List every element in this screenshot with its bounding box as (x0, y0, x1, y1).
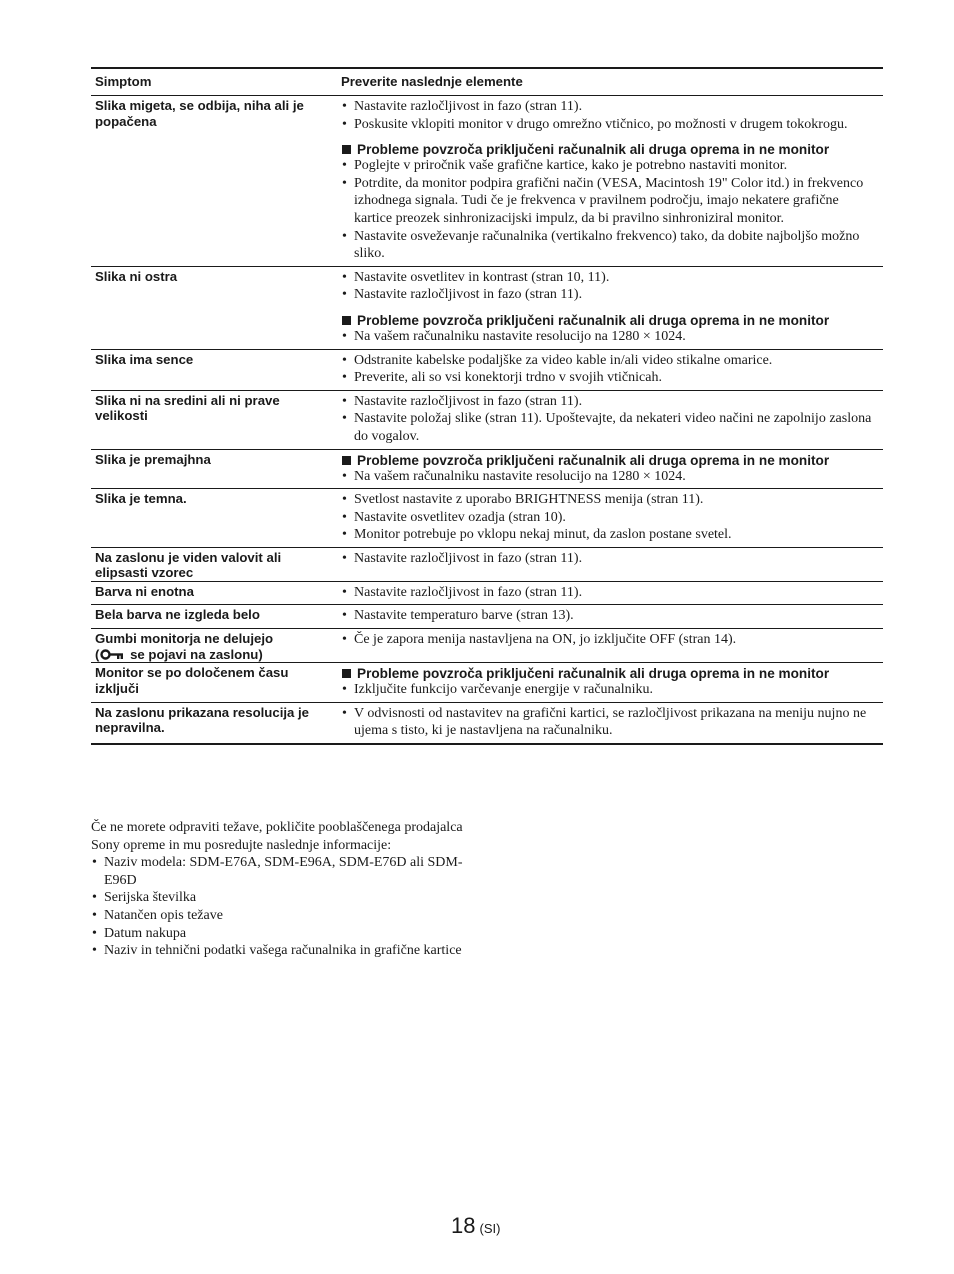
list-item: • Naziv modela: SDM-E76A, SDM-E96A, SDM-E76D ali SDM-E96D (91, 854, 491, 889)
table-row (91, 662, 883, 702)
check-cell (341, 450, 883, 489)
square-bullet-icon (342, 456, 351, 465)
table-row (91, 349, 883, 390)
table-row (91, 547, 883, 581)
list-item: • Naziv in tehnični podatki vašega računalnika in grafične kartice (91, 942, 491, 960)
list-item: • V odvisnosti od nastavitev na grafični kartici, se razločljivost prikazana na meniju nujno ne ujema s tisto, ki je nastavljena na računalniku. (341, 705, 879, 740)
list-item: • Datum nakupa (91, 925, 491, 943)
bullet-list (341, 584, 879, 602)
list-item: • Odstranite kabelske podaljške za video kable in/ali video stikalne omarice. (341, 352, 879, 370)
contact-list (91, 854, 491, 960)
list-item: • Nastavite osveževanje računalnika (vertikalno frekvenco) tako, da dobite najboljšo možno sliko. (341, 228, 879, 263)
list-item: • Nastavite razločljivost in fazo (stran 11). (341, 286, 879, 304)
check-cell (341, 663, 883, 702)
check-cell (341, 605, 883, 628)
bullet-list (341, 681, 879, 699)
list-item: • Preverite, ali so vsi konektorji trdno v svojih vtičnicah. (341, 369, 879, 387)
list-item: • Nastavite razločljivost in fazo (stran 11). (341, 550, 879, 568)
header-symptom: Simptom (95, 74, 152, 89)
bullet-list (341, 705, 879, 740)
bullet-list (341, 352, 879, 387)
symptom-cell: Monitor se po določenem času izključi (95, 665, 289, 696)
bullet-list (341, 607, 879, 625)
list-item: • Nastavite razločljivost in fazo (stran 11). (341, 98, 879, 116)
computer-problem-heading: Probleme povzroča priključeni računalnik ali druga oprema in ne monitor (341, 666, 879, 681)
check-cell (341, 489, 883, 547)
check-cell (341, 267, 883, 349)
symptom-cell: Slika ima sence (95, 351, 194, 367)
table-row (91, 702, 883, 743)
table-row (91, 628, 883, 662)
bullet-list (341, 468, 879, 486)
symptom-cell: Slika ni ostra (95, 268, 178, 284)
computer-problem-heading: Probleme povzroča priključeni računalnik ali druga oprema in ne monitor (341, 142, 879, 157)
key-icon (100, 649, 124, 660)
list-item: • Na vašem računalniku nastavite resolucijo na 1280 × 1024. (341, 468, 879, 486)
computer-problem-heading: Probleme povzroča priključeni računalnik ali druga oprema in ne monitor (341, 313, 879, 328)
table-header (91, 69, 883, 95)
table-row (91, 95, 883, 266)
symptom-cell: Bela barva ne izgleda belo (95, 607, 260, 623)
list-item: • Na vašem računalniku nastavite resolucijo na 1280 × 1024. (341, 328, 879, 346)
bullet-list (341, 491, 879, 544)
list-item: • Nastavite osvetlitev ozadja (stran 10). (341, 509, 879, 527)
bullet-list (341, 269, 879, 304)
page-number-suffix: (SI) (479, 1221, 501, 1236)
table-row (91, 266, 883, 349)
symptom-cell: Gumbi monitorja ne delujejo ( se pojavi na zaslonu) (95, 631, 274, 662)
check-cell (341, 96, 883, 266)
square-bullet-icon (342, 669, 351, 678)
list-item: • Nastavite razločljivost in fazo (stran 11). (341, 393, 879, 411)
table-row (91, 488, 883, 547)
list-item: • Če je zapora menija nastavljena na ON, jo izključite OFF (stran 14). (341, 631, 879, 649)
contact-info (91, 819, 491, 960)
symptom-cell: Slika je premajhna (95, 451, 211, 467)
symptom-cell: Slika migeta, se odbija, niha ali je popačena (95, 98, 304, 129)
list-item: • Nastavite osvetlitev in kontrast (stran 10, 11). (341, 269, 879, 287)
list-item: • Nastavite temperaturo barve (stran 13). (341, 607, 879, 625)
page-number-value: 18 (451, 1213, 476, 1238)
contact-intro: Če ne morete odpraviti težave, pokličite pooblaščenega prodajalca Sony opreme in mu posredujte naslednje informacije: (91, 820, 463, 853)
header-check: Preverite naslednje elemente (341, 74, 523, 89)
table-row (91, 581, 883, 605)
check-cell (341, 350, 883, 390)
list-item: • Nastavite položaj slike (stran 11). Upoštevajte, da nekateri video načini ne zapolnijo zaslona do vogalov. (341, 410, 879, 445)
check-cell (341, 703, 883, 743)
bullet-list (341, 328, 879, 346)
table-row (91, 390, 883, 449)
symptom-cell: Na zaslonu je viden valovit ali elipsasti vzorec (95, 549, 282, 581)
page-number (451, 1213, 500, 1239)
list-item: • Svetlost nastavite z uporabo BRIGHTNESS menija (stran 11). (341, 491, 879, 509)
computer-problem-heading: Probleme povzroča priključeni računalnik ali druga oprema in ne monitor (341, 453, 879, 468)
square-bullet-icon (342, 316, 351, 325)
table-row (91, 604, 883, 628)
bullet-list (341, 157, 879, 263)
list-item: • Natančen opis težave (91, 907, 491, 925)
list-item: • Potrdite, da monitor podpira grafični način (VESA, Macintosh 19" Color itd.) in frekvenco izhodnega signala. Tudi če je frekvenca v pravilnem področju, imajo nekatere grafične kartice preozek sinhronizacijski impulz, da bi pravilno sinhroniziral monitor. (341, 175, 879, 228)
bullet-list (341, 98, 879, 133)
check-cell (341, 629, 883, 662)
square-bullet-icon (342, 145, 351, 154)
troubleshooting-table (91, 67, 883, 745)
bullet-list (341, 393, 879, 446)
list-item: • Poglejte v priročnik vaše grafične kartice, kako je potrebno nastaviti monitor. (341, 157, 879, 175)
bullet-list (341, 550, 879, 568)
symptom-cell: Na zaslonu prikazana resolucija je nepravilna. (95, 704, 310, 736)
list-item: • Poskusite vklopiti monitor v drugo omrežno vtičnico, po možnosti v drugem tokokrogu. (341, 116, 879, 134)
list-item: • Izključite funkcijo varčevanje energije v računalniku. (341, 681, 879, 699)
list-item: • Serijska številka (91, 889, 491, 907)
bullet-list (341, 631, 879, 649)
list-item: • Monitor potrebuje po vklopu nekaj minut, da zaslon postane svetel. (341, 526, 879, 544)
symptom-cell: Slika je temna. (95, 491, 187, 507)
symptom-cell: Slika ni na sredini ali ni prave velikosti (95, 392, 280, 424)
check-cell (341, 391, 883, 449)
table-row (91, 449, 883, 489)
symptom-cell: Barva ni enotna (95, 583, 194, 599)
check-cell (341, 582, 883, 605)
check-cell (341, 548, 883, 581)
list-item: • Nastavite razločljivost in fazo (stran 11). (341, 584, 879, 602)
